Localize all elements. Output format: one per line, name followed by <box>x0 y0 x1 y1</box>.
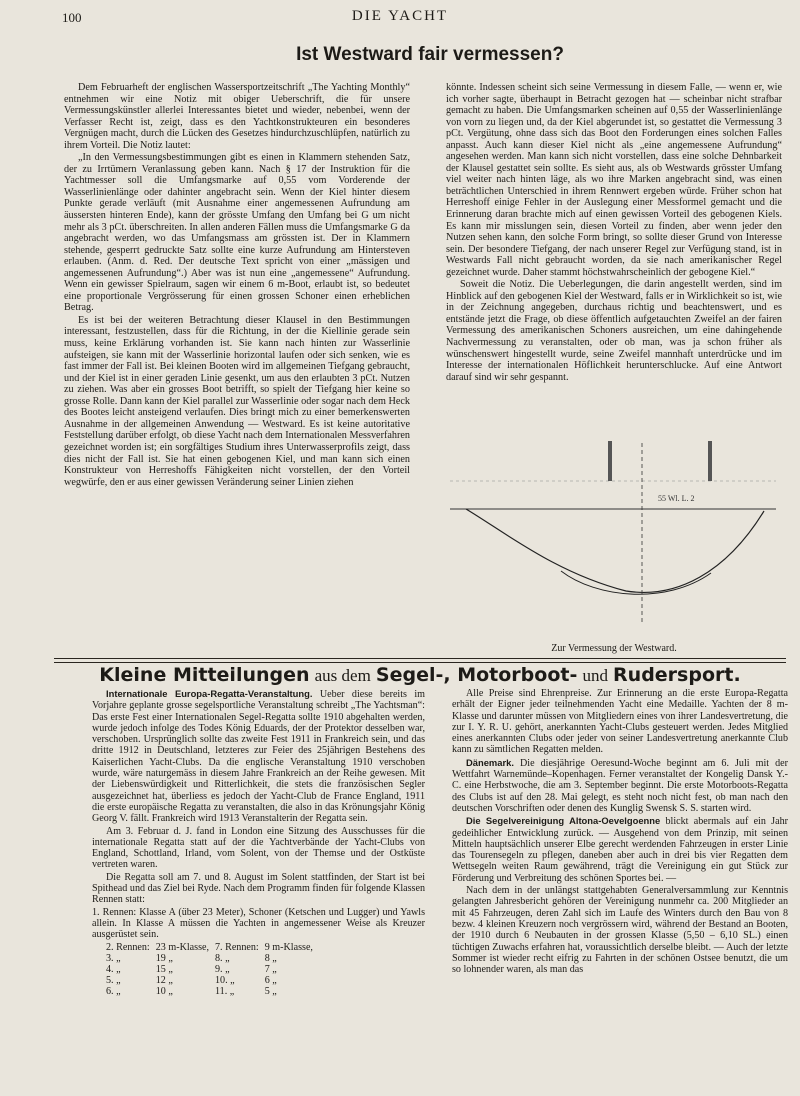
mast-1 <box>608 441 612 481</box>
article-title: Ist Westward fair vermessen? <box>296 44 564 65</box>
paragraph <box>92 688 425 825</box>
table-cell: 9 m-Klasse, <box>264 941 313 953</box>
table-cell: 23 m-Klasse, <box>155 941 209 953</box>
figure-caption: Zur Vermessung der Westward. <box>551 643 677 654</box>
race-list-item: 1. Rennen: Klasse A (über 23 Meter), Schoner (Ketschen und Lugger) und Yawls allein. In Klasse A müssen die Yachten in angemessener Weise als Kreuzer ausgerüstet sein. <box>92 906 425 941</box>
divider <box>54 662 786 663</box>
paragraph: Es ist bei der weiteren Betrachtung dieser Klausel in den Bestimmungen interessant, festzustellen, dass für die Richtung, in der die Kiellinie gerade sein muss, keine Erklärung vorhanden ist. Sie kann nach hinten zur Wasserlinie aufsteigen, sie kann mit der Wasserlinie horizontal laufen oder sich senken, wie es fast immer der Fall ist. Bei kleinen Booten wird im allgemeinen Tiefgang gebraucht, und der Kiel ist in einer geraden Linie gesenkt, um aus den erlaubten 3 pCt. Nutzen zu ziehen. Was aber ein grosses Boot betrifft, so spielt der Tiefgang hier keine so grosse Rolle. Dann kann der Kiel parallel zur Wasserlinie oder sogar nach dem Heck des Bootes leicht ansteigend verlaufen. Dies bringt mich zu einer bemerkenswerten Ausnahme in der allgemeinen Anwendung — Westward. Es ist keine autoritative Feststellung darüber erfolgt, ob diese Yacht nach dem Internationalen Messverfahren gezeichnet worden ist; ein sorgfältiges Studium ihres Unterwasserprofils zeigt, dass dies nicht der Fall ist. Sie hat einen gebogenen Kiel, und man kann sich einen Konstrukteur von Herreshoffs Fähigkeiten nicht vorstellen, der den Vorteil wegwürfe, den er aus einer gewissen Veränderung seiner Linien ziehen <box>64 314 410 488</box>
subheading: Internationale Europa-Regatta-Veranstaltung. <box>106 688 313 699</box>
race-table <box>106 942 319 998</box>
table-cell: 7. Rennen: <box>215 941 259 953</box>
section-heading-part: und <box>582 666 608 685</box>
table-cell: 5. „ <box>106 975 121 987</box>
page-header <box>0 6 800 26</box>
paragraph <box>452 815 788 884</box>
paragraph-text: Ueber diese bereits im Vorjahre geplante grosse segelsportliche Veranstaltung schreibt „The Yachtsman“: Das erste Fest einer Internationalen Segel-Regatta sollte 1910 abgehalten werden, wurde jedoch infolge des Todes König Eduards, der der Protektor desselben war, verschoben. Ursprünglich sollte das zweite Fest 1911 in Frankreich sein, und das dritte 1912 in Deutschland, letzteres zur Feier des 25jährigen Bestehens des Kaiserlichen Yacht-Clubs. Da die englische Veranstaltung 1910 verschoben wurde, wäre naturgemäss in diesem Jahre Frankreich an der Reihe gewesen. Mit der Liebenswürdigkeit und Ritterlichkeit, die stets die französischen Segler ausgezeichnet hat, überliess es jedoch der Yacht-Club de France England, 1911 die erste europäische Regatta zu veranstalten, die also in das Krönungsjahr König Georg V. fällt. Frankreich wird 1913 Veranstalterin der Regatta sein. <box>92 689 426 825</box>
hull-profile <box>466 509 764 592</box>
paragraph: Nach dem in der unlängst stattgehabten Generalversammlung zur Kenntnis gelangten Jahresbericht gehören der Vereinigung nunmehr ca. 200 Mitglieder an mit 45 Fahrzeugen, deren Zahl sich im Laufe des Winters durch den Bau von 8 bezw. 4 kleinen Kreuzern noch vergrössern wird, während der Bestand an Booten, der 1910 durch 6 Neubauten in der grossen Klasse (5,50 – 6,10 SL.) einen tüchtigen Zuwachs erfahren hat, voraussichtlich derselbe bleibt. — Auch der letzte Sommer ist wieder recht eifrig zu Fahrten in der schönen Ostsee benutzt, die um so lohnender waren, als man das <box>452 885 788 976</box>
table-cell: 15 „ <box>155 963 173 975</box>
paragraph: Dem Februarheft der englischen Wassersportzeitschrift „The Yachting Monthly“ entnehmen wir eine Notiz mit obiger Ueberschrift, die für unsere Vermessungskünstler allerlei Interessantes bietet und wieder, nebenbei, wenn der Verfasser Recht ist, zeigt, dass es den Yachtkonstrukteuren ein besonderes Vergnügen macht, durch die Lücken des Gesetzes hindurchzuschlüpfen, natürlich zu ihrem Vorteil. Die Notiz lautet: <box>64 82 410 151</box>
table-cell: 3. „ <box>106 952 121 964</box>
table-cell: 8 „ <box>264 952 277 964</box>
table-cell: 4. „ <box>106 963 121 975</box>
section-heading <box>54 664 786 686</box>
table-cell: 2. Rennen: <box>106 941 150 953</box>
paragraph: „In den Vermessungsbestimmungen gibt es einen in Klammern stehenden Satz, der zu Irrtümern Veranlassung geben kann. Nach § 17 der Instruktion für die Yachtmesser soll die Umfangsmarke auf 0,55 vom Vorderende der Wasserlinienlänge oder dahinter angebracht sein. Wenn der Kiel hinter diesem Punkte gerade verläuft (mit Ausnahme einer angemessenen Aufrundung am äussersten hinteren Ende), kann der grösste Umfang den Umfang bei G um nicht mehr als 3 pCt. überschreiten. In allen anderen Fällen muss die Umfangsmarke G da angebracht werden, wo das Umfangsmass am grössten ist. Der in Klammern stehende, gesperrt gedruckte Satz sollte eine kurze Aufrundung am Hintersteven erlauben. (Anm. d. Red. Der deutsche Text spricht von einer „mässigen und angemessenen Aufrundung“.) Aber was ist nun eine „angemessene“ Aufrundung. Wenn ein gewisser Spielraum, sagen wir einem 6 m-Boot, erlaubt ist, so bedeutet eine proportionale Vergrösserung für einen grossen Schoner einen erheblichen Betrag. <box>64 152 410 314</box>
table-cell: 6 „ <box>264 975 277 987</box>
table-row <box>106 942 319 953</box>
page-number: 100 <box>62 10 82 25</box>
section-heading-part: Kleine Mitteilungen <box>99 664 310 686</box>
paragraph: Am 3. Februar d. J. fand in London eine Sitzung des Ausschusses für die internationale Regatta statt auf der die Yachtverbände der Yacht-Clubs von England, Schottland, Irland, vom Solent, von der Themse und der Ostküste vertreten waren. <box>92 825 425 871</box>
table-cell: 6. „ <box>106 986 121 998</box>
table-row <box>106 964 319 975</box>
table-cell: 12 „ <box>155 975 173 987</box>
subheading: Die Segelvereinigung Altona-Oevelgoenne <box>466 815 661 827</box>
table-row <box>106 953 319 964</box>
article-column-2 <box>446 82 782 384</box>
section-heading-part: Rudersport. <box>613 664 741 686</box>
paragraph: Alle Preise sind Ehrenpreise. Zur Erinnerung an die erste Europa-Regatta erhält der Eigner jeder teilnehmenden Yacht eine Medaille. Yachten der 8 m-Klasse und darunter müssen von Mitgliedern eines von ihrer Landesvertretung, die zur I. Y. R. U. gehört, anerkannten Yacht-Clubs gesteuert werden. Jedes Mitglied eines anerkannten Clubs oder jeder von seiner Landesvertretung anerkannte Club kann zu sämtlichen Regatten melden. <box>452 688 788 756</box>
table-cell: 7 „ <box>264 963 277 975</box>
dimension-label: 55 Wl. L. 2 <box>658 494 695 503</box>
article-column-1 <box>64 82 410 489</box>
news-column-2 <box>452 688 788 976</box>
section-heading-part: aus dem <box>314 666 371 685</box>
paragraph-text: Die diesjährige Oeresund-Woche beginnt am 6. Juli mit der Wettfahrt Warnemünde–Kopenhagen. Ferner veranstaltet der Kongelig Dansk Y.-C. eine Herbstwoche, die am 3. September beginnt. Die erste Motorboots-Regatta des Clubs ist auf den 28. Mai gelegt, es steht noch nicht fest, ob man nach den deutschen Vorschriften oder denen des Kunglig Swensk S. S. starten wird. <box>452 757 788 814</box>
table-cell: 5 „ <box>264 986 277 998</box>
paragraph <box>452 757 788 814</box>
subheading: Dänemark. <box>466 756 514 768</box>
paragraph: könnte. Indessen scheint sich seine Vermessung in diesem Falle, — wenn er, wie ich vorher sagte, überhaupt in Betracht gezogen hat — scheinbar nicht strafbar gemacht zu haben. Die Umfangsmarken scheinen auf 0,55 der Wasserlinienlänge von vorn zu liegen und, da der Kiel abgerundet ist, so gestattet die Vermessung 3 pCt. Vergütung, ohne dass sich das Boot den Forderungen eines solchen Falles anpasst. Auch kann dieser Kiel nicht als „eine angemessene Aufrundung“ angesehen werden. Man kann sich nicht vorstellen, dass eine solche Dehnbarkeit der Klausel gestattet sein sollte. Es sieht aus, als ob Westwards grösster Umfang viel weiter nach hinten läge, als wo ihre Marken angebracht sind, was einen beträchtlichen Unterschied in ihrem Rennwert ergeben würde. Früher schon hat Herreshoff einige Fehler in der Auslegung einer Messformel gemacht und die Erinnerung daran brachte mich auf einen gewissen Vorteil des gebogenen Kiels. Es kann mir misslungen sein, diesen Vorteil zu finden, aber wenn jeder den Nutzen sehen kann, den solche Form bringt, so sollte dieser Grund von Interesse sein. Der besondere Tiefgang, der nach unserer Regel zur Verfügung stand, ist in Westwards Fall nicht gebraucht worden, da sie nach amerikanischer Regel gezeichnet wurde. Daher stammt höchstwahrscheinlich der gebogene Kiel.“ <box>446 82 782 278</box>
paragraph-text: blickt abermals auf ein Jahr gedeihlicher Entwicklung zurück. — Ausgehend von dem Prinzip, mit seinen Mitteln hauptsächlich unserer Elbe gerecht werdenden Fahrzeugen in erster Linie das Tourensegeln zu pflegen, daneben aber auch in drei bis vier Regatten dem Wettsegeln weiten Raum gewährend, trägt die Vereinigung ein gut Stück zur Förderung und Verbreitung des schönen Sportes bei. — <box>452 816 788 884</box>
table-cell: 19 „ <box>155 952 173 964</box>
mast-2 <box>708 441 712 481</box>
table-cell: 9. „ <box>215 963 230 975</box>
paragraph: Soweit die Notiz. Die Ueberlegungen, die darin angestellt werden, sind im Hinblick auf den gebogenen Kiel der Westward, falls er in Wirklichkeit so ist, wie in der Zeichnung angegeben, durchaus richtig und beachtenswert, und es entstände jetzt die Frage, ob diese öffentlich aufgetauchten Zweifel an der fairen Vermessung des amerikanischen Schoners ausreichen, um eine dahingehende Nachvermessung zu veranstalten, oder ob man, was ja schon früher als wünschenswert hingestellt wurde, seine Zweifel mannhaft unterdrücke und im Interesse der internationalen Höflichkeit herunterschlucke. Auf eine Antwort darauf sind wir sehr gespannt. <box>446 279 782 383</box>
magazine-title: DIE YACHT <box>351 8 449 24</box>
table-cell: 8. „ <box>215 952 230 964</box>
news-column-1 <box>92 688 425 998</box>
table-row <box>106 986 319 997</box>
table-cell: 10. „ <box>215 975 235 987</box>
table-row <box>106 975 319 986</box>
divider <box>54 658 786 659</box>
table-cell: 10 „ <box>155 986 173 998</box>
westward-profile-figure <box>446 423 782 635</box>
paragraph: Die Regatta soll am 7. und 8. August im Solent stattfinden, der Start ist bei Spithead und das Ziel bei Ryde. Nach dem Programm finden für folgende Klassen Rennen statt: <box>92 871 425 906</box>
table-cell: 11. „ <box>215 986 235 998</box>
section-heading-part: Segel-, Motorboot- <box>375 664 578 686</box>
